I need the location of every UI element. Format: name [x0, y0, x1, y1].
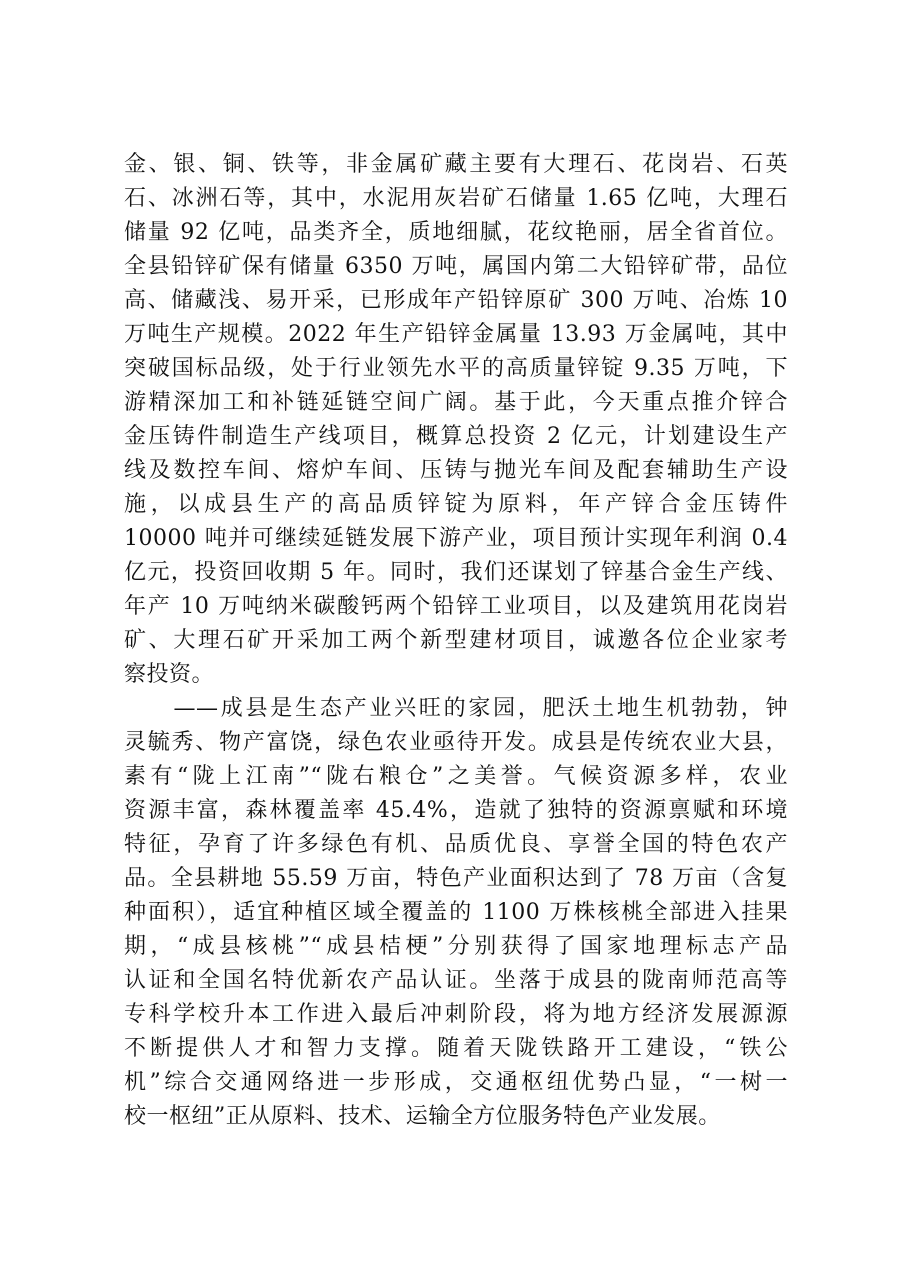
text-line: 素有“陇上江南”“陇右粮仓”之美誉。气候资源多样，农业 [124, 764, 788, 789]
text-line: 校一枢纽”正从原料、技术、运输全方位服务特色产业发展。 [124, 1104, 721, 1129]
text-line: 年产 10 万吨纳米碳酸钙两个铅锌工业项目，以及建筑用花岗岩 [124, 594, 788, 619]
text-line: 期，“成县核桃”“成县桔梗”分别获得了国家地理标志产品 [124, 934, 788, 959]
text-line: 线及数控车间、熔炉车间、压铸与抛光车间及配套辅助生产设 [124, 458, 788, 483]
text-line: 施，以成县生产的高品质锌锭为原料，年产锌合金压铸件 [124, 492, 788, 517]
text-line: 认证和全国名特优新农产品认证。坐落于成县的陇南师范高等 [124, 968, 788, 993]
text-line: 储量 92 亿吨，品类齐全，质地细腻，花纹艳丽，居全省首位。 [124, 220, 788, 245]
document-body [124, 148, 788, 1134]
text-line: 专科学校升本工作进入最后冲刺阶段，将为地方经济发展源源 [124, 1002, 788, 1027]
text-line: 10000 吨并可继续延链发展下游产业，项目预计实现年利润 0.4 [124, 526, 788, 551]
text-line: 金、银、铜、铁等，非金属矿藏主要有大理石、花岗岩、石英 [124, 152, 788, 177]
text-line: 石、冰洲石等，其中，水泥用灰岩矿石储量 1.65 亿吨，大理石 [124, 186, 788, 211]
text-line: 亿元，投资回收期 5 年。同时，我们还谋划了锌基合金生产线、 [124, 560, 788, 585]
text-line: 特征，孕育了许多绿色有机、品质优良、享誉全国的特色农产 [124, 832, 788, 857]
text-line: 种面积），适宜种植区域全覆盖的 1100 万株核桃全部进入挂果 [124, 900, 788, 925]
text-line: 机”综合交通网络进一步形成，交通枢纽优势凸显，“一树一 [124, 1070, 788, 1095]
text-line: 游精深加工和补链延链空间广阔。基于此，今天重点推介锌合 [124, 390, 788, 415]
text-line: 金压铸件制造生产线项目，概算总投资 2 亿元，计划建设生产 [124, 424, 788, 449]
text-line: 全县铅锌矿保有储量 6350 万吨，属国内第二大铅锌矿带，品位 [124, 254, 788, 279]
text-line: 高、储藏浅、易开采，已形成年产铅锌原矿 300 万吨、冶炼 10 [124, 288, 788, 313]
text-line: 察投资。 [124, 662, 215, 687]
text-line: 矿、大理石矿开采加工两个新型建材项目，诚邀各位企业家考 [124, 628, 788, 653]
text-line: 品。全县耕地 55.59 万亩，特色产业面积达到了 78 万亩（含复 [124, 866, 788, 891]
text-line: 万吨生产规模。2022 年生产铅锌金属量 13.93 万金属吨，其中 [124, 322, 788, 347]
text-line: 资源丰富，森林覆盖率 45.4%，造就了独特的资源禀赋和环境 [124, 798, 788, 823]
text-line: 灵毓秀、物产富饶，绿色农业亟待开发。成县是传统农业大县， [124, 730, 788, 755]
text-line: 突破国标品级，处于行业领先水平的高质量锌锭 9.35 万吨，下 [124, 356, 788, 381]
text-line: 不断提供人才和智力支撑。随着天陇铁路开工建设，“铁公 [124, 1036, 788, 1061]
text-line: ——成县是生态产业兴旺的家园，肥沃土地生机勃勃，钟 [124, 696, 788, 721]
